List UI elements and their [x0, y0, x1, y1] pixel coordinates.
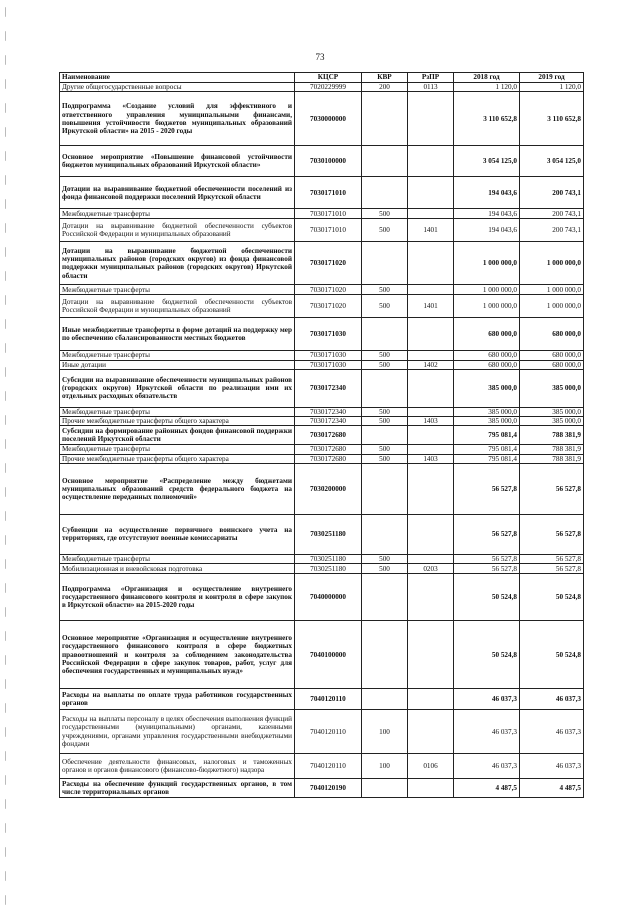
row-kvr: 500 [362, 445, 408, 454]
row-amount-2018: 680 000,0 [454, 360, 520, 369]
row-amount-2019: 56 527,8 [520, 514, 584, 554]
row-name: Основное мероприятие «Повышение финансовой устойчивости бюджетов муниципальных образований Иркутской области» [60, 146, 295, 177]
row-amount-2019: 385 000,0 [520, 369, 584, 407]
table-row [60, 242, 584, 285]
row-kvr [362, 514, 408, 554]
row-rzpr [408, 177, 454, 209]
row-amount-2019: 1 000 000,0 [520, 295, 584, 318]
row-amount-2018: 46 037,3 [454, 689, 520, 710]
row-kvr [362, 426, 408, 445]
row-name: Субсидии на выравнивание обеспеченности муниципальных районов (городских округов) Иркутской области по реализации ими их отдельных расходных обязательств [60, 369, 295, 407]
table-row [60, 285, 584, 295]
budget-table [59, 72, 584, 798]
row-kvr: 200 [362, 83, 408, 92]
table-row [60, 407, 584, 416]
row-code: 7030172680 [295, 426, 362, 445]
header-row [60, 73, 584, 83]
row-amount-2019: 788 381,9 [520, 454, 584, 463]
table-row [60, 219, 584, 242]
row-kvr [362, 242, 408, 285]
row-kvr [362, 318, 408, 351]
row-kvr: 500 [362, 285, 408, 295]
table-row [60, 445, 584, 454]
table-row [60, 360, 584, 369]
row-rzpr [408, 554, 454, 563]
header-rzpr: РзПР [408, 73, 454, 83]
row-rzpr: 1403 [408, 417, 454, 426]
row-amount-2019: 3 110 652,8 [520, 92, 584, 146]
row-code: 7040120110 [295, 754, 362, 779]
row-amount-2018: 4 487,5 [454, 779, 520, 798]
row-code: 7020229999 [295, 83, 362, 92]
table-row [60, 710, 584, 754]
row-name: Основное мероприятие «Организация и осуществление внутреннего государственного финансового контроля в сфере бюджетных правоотношений и контроля за соблюдением законодательства Российской Федерации в сфере закупок товаров, работ, услуг для обеспечения государственных и муниципальных нужд» [60, 621, 295, 689]
table-row [60, 463, 584, 514]
row-amount-2019: 56 527,8 [520, 564, 584, 574]
row-amount-2019: 788 381,9 [520, 445, 584, 454]
table-row [60, 689, 584, 710]
row-code: 7030172340 [295, 369, 362, 407]
row-code: 7030172340 [295, 417, 362, 426]
row-kvr: 500 [362, 554, 408, 563]
row-kvr [362, 177, 408, 209]
row-name: Подпрограмма «Создание условий для эффективного и ответственного управления муниципальными финансами, повышения устойчивости бюджетов муниципальных образований Иркутской области» на 2015 - 2020 годы [60, 92, 295, 146]
row-code: 7030171020 [295, 285, 362, 295]
table-row [60, 754, 584, 779]
row-amount-2018: 56 527,8 [454, 564, 520, 574]
row-code: 7030171030 [295, 318, 362, 351]
row-amount-2018: 50 524,8 [454, 574, 520, 621]
row-name: Дотации на выравнивание бюджетной обеспеченности субъектов Российской Федерации и муниципальных образований [60, 219, 295, 242]
row-amount-2019: 200 743,1 [520, 219, 584, 242]
row-amount-2019: 56 527,8 [520, 463, 584, 514]
row-name: Расходы на выплаты персоналу в целях обеспечения выполнения функций государственными (муниципальными) органами, казенными учреждениями, органами управления государственными внебюджетными фондами [60, 710, 295, 754]
row-name: Межбюджетные трансферты [60, 407, 295, 416]
row-kvr: 100 [362, 710, 408, 754]
row-rzpr: 0106 [408, 754, 454, 779]
page-number: 73 [315, 52, 325, 62]
row-code: 7030172340 [295, 407, 362, 416]
row-rzpr [408, 463, 454, 514]
row-rzpr: 1401 [408, 295, 454, 318]
row-kvr [362, 92, 408, 146]
row-kvr [362, 463, 408, 514]
row-name: Другие общегосударственные вопросы [60, 83, 295, 92]
row-amount-2018: 1 000 000,0 [454, 242, 520, 285]
row-name: Расходы на выплаты по оплате труда работников государственных органов [60, 689, 295, 710]
row-rzpr [408, 242, 454, 285]
table-row [60, 318, 584, 351]
row-name: Дотации на выравнивание бюджетной обеспеченности субъектов Российской Федерации и муниципальных образований [60, 295, 295, 318]
table-row [60, 454, 584, 463]
row-kvr: 500 [362, 454, 408, 463]
row-amount-2018: 385 000,0 [454, 407, 520, 416]
scan-edge-marks [4, 0, 7, 905]
row-rzpr [408, 407, 454, 416]
row-name: Иные дотации [60, 360, 295, 369]
row-name: Дотации на выравнивание бюджетной обеспеченности муниципальных районов (городских округов) из фонда финансовой поддержки муниципальных районов (городских округов) Иркутской области [60, 242, 295, 285]
row-amount-2019: 1 120,0 [520, 83, 584, 92]
table-row [60, 514, 584, 554]
row-amount-2018: 795 081,4 [454, 454, 520, 463]
row-kvr: 500 [362, 564, 408, 574]
row-amount-2019: 1 000 000,0 [520, 242, 584, 285]
header-2018: 2018 год [454, 73, 520, 83]
row-code: 7040120110 [295, 710, 362, 754]
row-code: 7030171010 [295, 177, 362, 209]
row-code: 7030000000 [295, 92, 362, 146]
row-rzpr [408, 689, 454, 710]
row-amount-2018: 1 000 000,0 [454, 285, 520, 295]
row-amount-2018: 3 054 125,0 [454, 146, 520, 177]
row-name: Межбюджетные трансферты [60, 554, 295, 563]
row-code: 7030171010 [295, 209, 362, 219]
row-kvr: 500 [362, 407, 408, 416]
table-row [60, 146, 584, 177]
row-kvr: 100 [362, 754, 408, 779]
table-row [60, 177, 584, 209]
row-kvr [362, 779, 408, 798]
row-amount-2018: 385 000,0 [454, 417, 520, 426]
table-row [60, 554, 584, 563]
row-rzpr: 0113 [408, 83, 454, 92]
row-code: 7030171020 [295, 295, 362, 318]
row-kvr [362, 621, 408, 689]
row-rzpr [408, 779, 454, 798]
row-amount-2019: 385 000,0 [520, 407, 584, 416]
row-amount-2018: 194 043,6 [454, 177, 520, 209]
row-name: Прочие межбюджетные трансферты общего характера [60, 454, 295, 463]
row-name: Основное мероприятие «Распределение между бюджетами муниципальных образований средств федерального бюджета на осуществление переданных полномочий» [60, 463, 295, 514]
row-name: Межбюджетные трансферты [60, 351, 295, 360]
row-amount-2019: 680 000,0 [520, 360, 584, 369]
table-row [60, 621, 584, 689]
row-code: 7040000000 [295, 574, 362, 621]
row-amount-2019: 385 000,0 [520, 417, 584, 426]
row-kvr: 500 [362, 360, 408, 369]
row-kvr: 500 [362, 295, 408, 318]
row-name: Иные межбюджетные трансферты в форме дотаций на поддержку мер по обеспечению сбалансированности местных бюджетов [60, 318, 295, 351]
table-row [60, 779, 584, 798]
row-code: 7030172680 [295, 454, 362, 463]
row-rzpr: 1401 [408, 219, 454, 242]
row-code: 7030251180 [295, 564, 362, 574]
row-amount-2019: 3 054 125,0 [520, 146, 584, 177]
row-rzpr [408, 92, 454, 146]
row-name: Межбюджетные трансферты [60, 285, 295, 295]
row-amount-2018: 56 527,8 [454, 463, 520, 514]
row-amount-2018: 194 043,6 [454, 209, 520, 219]
row-name: Прочие межбюджетные трансферты общего характера [60, 417, 295, 426]
row-rzpr [408, 710, 454, 754]
row-amount-2018: 795 081,4 [454, 445, 520, 454]
row-code: 7030171010 [295, 219, 362, 242]
header-2019: 2019 год [520, 73, 584, 83]
row-amount-2018: 194 043,6 [454, 219, 520, 242]
row-rzpr [408, 146, 454, 177]
row-amount-2019: 4 487,5 [520, 779, 584, 798]
row-amount-2019: 46 037,3 [520, 710, 584, 754]
row-rzpr [408, 445, 454, 454]
row-name: Субвенции на осуществление первичного воинского учета на территориях, где отсутствуют военные комиссариаты [60, 514, 295, 554]
row-rzpr: 1402 [408, 360, 454, 369]
row-code: 7030251180 [295, 514, 362, 554]
row-amount-2019: 1 000 000,0 [520, 285, 584, 295]
row-name: Межбюджетные трансферты [60, 209, 295, 219]
row-amount-2018: 56 527,8 [454, 554, 520, 563]
row-code: 7030171020 [295, 242, 362, 285]
row-code: 7030100000 [295, 146, 362, 177]
row-amount-2019: 680 000,0 [520, 318, 584, 351]
row-kvr: 500 [362, 209, 408, 219]
table-row [60, 564, 584, 574]
row-rzpr [408, 621, 454, 689]
row-name: Субсидии на формирование районных фондов финансовой поддержки поселений Иркутской области [60, 426, 295, 445]
table-row [60, 83, 584, 92]
row-rzpr: 1403 [408, 454, 454, 463]
header-kvr: КВР [362, 73, 408, 83]
row-amount-2018: 3 110 652,8 [454, 92, 520, 146]
row-code: 7030200000 [295, 463, 362, 514]
row-code: 7040120110 [295, 689, 362, 710]
row-rzpr [408, 209, 454, 219]
table-row [60, 426, 584, 445]
row-amount-2018: 1 120,0 [454, 83, 520, 92]
row-amount-2018: 680 000,0 [454, 351, 520, 360]
row-amount-2018: 46 037,3 [454, 754, 520, 779]
row-code: 7030251180 [295, 554, 362, 563]
row-amount-2019: 680 000,0 [520, 351, 584, 360]
table-row [60, 369, 584, 407]
row-kvr [362, 369, 408, 407]
table-row [60, 209, 584, 219]
row-kvr [362, 146, 408, 177]
row-name: Межбюджетные трансферты [60, 445, 295, 454]
row-rzpr [408, 514, 454, 554]
row-amount-2019: 46 037,3 [520, 754, 584, 779]
row-amount-2018: 56 527,8 [454, 514, 520, 554]
table-row [60, 417, 584, 426]
row-code: 7040120190 [295, 779, 362, 798]
row-name: Расходы на обеспечение функций государственных органов, в том числе территориальных органов [60, 779, 295, 798]
row-rzpr [408, 285, 454, 295]
row-code: 7030172680 [295, 445, 362, 454]
row-amount-2018: 680 000,0 [454, 318, 520, 351]
header-name: Наименование [60, 73, 295, 83]
row-rzpr: 0203 [408, 564, 454, 574]
row-rzpr [408, 574, 454, 621]
table-row [60, 295, 584, 318]
row-amount-2018: 385 000,0 [454, 369, 520, 407]
row-kvr: 500 [362, 417, 408, 426]
row-amount-2019: 56 527,8 [520, 554, 584, 563]
header-code: КЦСР [295, 73, 362, 83]
row-name: Обеспечение деятельности финансовых, налоговых и таможенных органов и органов финансового (финансово-бюджетного) надзора [60, 754, 295, 779]
row-kvr [362, 689, 408, 710]
row-rzpr [408, 318, 454, 351]
row-code: 7040100000 [295, 621, 362, 689]
row-rzpr [408, 369, 454, 407]
row-name: Подпрограмма «Организация и осуществление внутреннего государственного финансового контроля и контроля в сфере закупок в Иркутской области» на 2015-2020 годы [60, 574, 295, 621]
row-name: Дотации на выравнивание бюджетной обеспеченности поселений из фонда финансовой поддержки поселений Иркутской области [60, 177, 295, 209]
row-kvr [362, 574, 408, 621]
row-amount-2018: 46 037,3 [454, 710, 520, 754]
row-amount-2019: 200 743,1 [520, 209, 584, 219]
row-rzpr [408, 351, 454, 360]
row-kvr: 500 [362, 351, 408, 360]
row-code: 7030171030 [295, 351, 362, 360]
row-amount-2019: 50 524,8 [520, 621, 584, 689]
row-rzpr [408, 426, 454, 445]
row-amount-2019: 200 743,1 [520, 177, 584, 209]
row-amount-2019: 50 524,8 [520, 574, 584, 621]
table-row [60, 574, 584, 621]
row-amount-2019: 46 037,3 [520, 689, 584, 710]
row-amount-2018: 50 524,8 [454, 621, 520, 689]
row-code: 7030171030 [295, 360, 362, 369]
row-name: Мобилизационная и вневойсковая подготовка [60, 564, 295, 574]
row-kvr: 500 [362, 219, 408, 242]
row-amount-2018: 1 000 000,0 [454, 295, 520, 318]
table-row [60, 92, 584, 146]
row-amount-2019: 788 381,9 [520, 426, 584, 445]
row-amount-2018: 795 081,4 [454, 426, 520, 445]
table-row [60, 351, 584, 360]
